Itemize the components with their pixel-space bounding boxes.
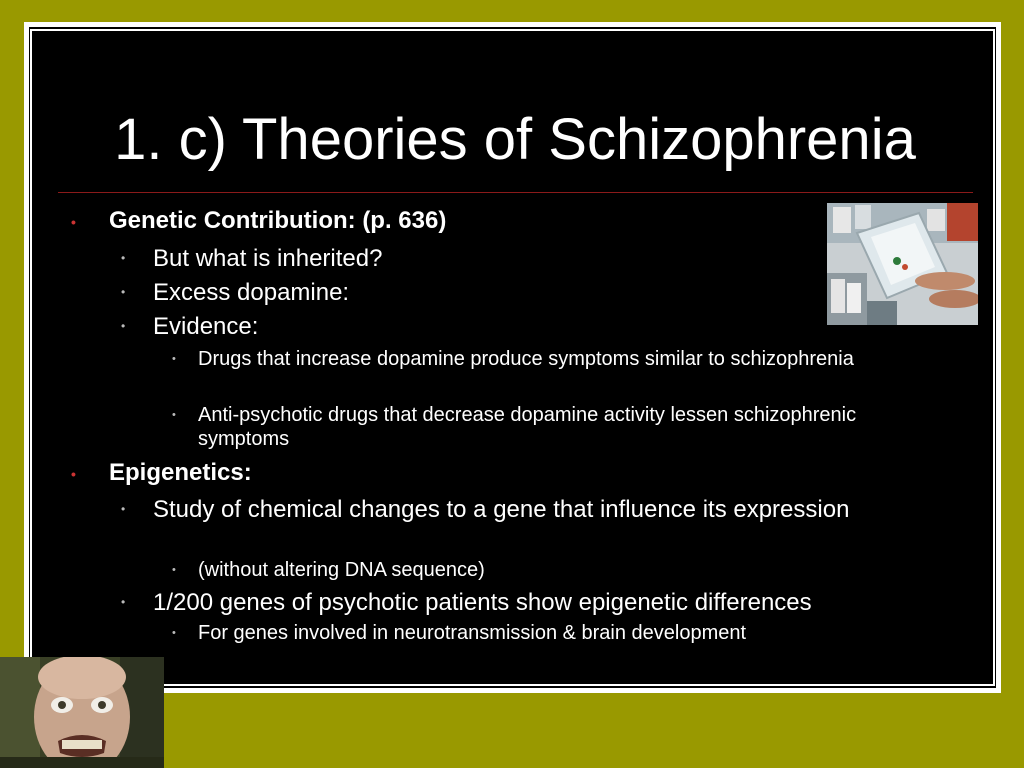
bullet-text: 1/200 genes of psychotic patients show epigenetic differences	[153, 589, 812, 616]
bullet-icon: •	[172, 627, 176, 639]
bullet-evidence	[121, 313, 853, 340]
bullet-icon: •	[71, 466, 76, 482]
bullet-neurotransmission	[172, 621, 918, 645]
bullet-text: Anti-psychotic drugs that decrease dopamine activity lessen schizophrenic symptoms	[198, 404, 857, 450]
bullet-genes-epigenetic	[121, 589, 953, 616]
bullet-inherited	[121, 245, 853, 272]
bullet-text: Epigenetics:	[109, 459, 252, 486]
bullet-text: Drugs that increase dopamine produce symptoms similar to schizophrenia	[198, 348, 854, 370]
bullet-icon: •	[121, 319, 126, 333]
bullet-text: Excess dopamine:	[153, 279, 350, 306]
bullet-text: For genes involved in neurotransmission & brain development	[198, 622, 747, 644]
bullet-icon: •	[121, 595, 126, 609]
pharmacy-pills-image	[827, 203, 978, 325]
bullet-drugs-increase	[172, 347, 898, 371]
bullet-epigenetics	[71, 459, 252, 487]
bullet-icon: •	[121, 251, 126, 265]
bullet-icon: •	[172, 564, 176, 576]
bullet-without-altering	[172, 558, 898, 582]
bullet-excess-dopamine	[121, 279, 853, 306]
bullet-text: Study of chemical changes to a gene that influence its expression	[153, 496, 850, 523]
bullet-genetic-contribution	[71, 207, 447, 235]
bullet-icon: •	[172, 409, 176, 421]
bullet-icon: •	[71, 214, 76, 230]
bullet-icon: •	[172, 353, 176, 365]
distressed-face-image	[0, 657, 164, 768]
bullet-antipsychotic	[172, 403, 898, 451]
slide-title: 1. c) Theories of Schizophrenia	[114, 107, 916, 172]
bullet-icon: •	[121, 502, 126, 516]
bullet-text: (without altering DNA sequence)	[198, 559, 485, 581]
bullet-text: But what is inherited?	[153, 245, 383, 272]
bullet-text: Evidence:	[153, 313, 259, 340]
bullet-icon: •	[121, 285, 126, 299]
bullet-study	[121, 496, 853, 523]
bullet-text: Genetic Contribution: (p. 636)	[109, 207, 447, 234]
